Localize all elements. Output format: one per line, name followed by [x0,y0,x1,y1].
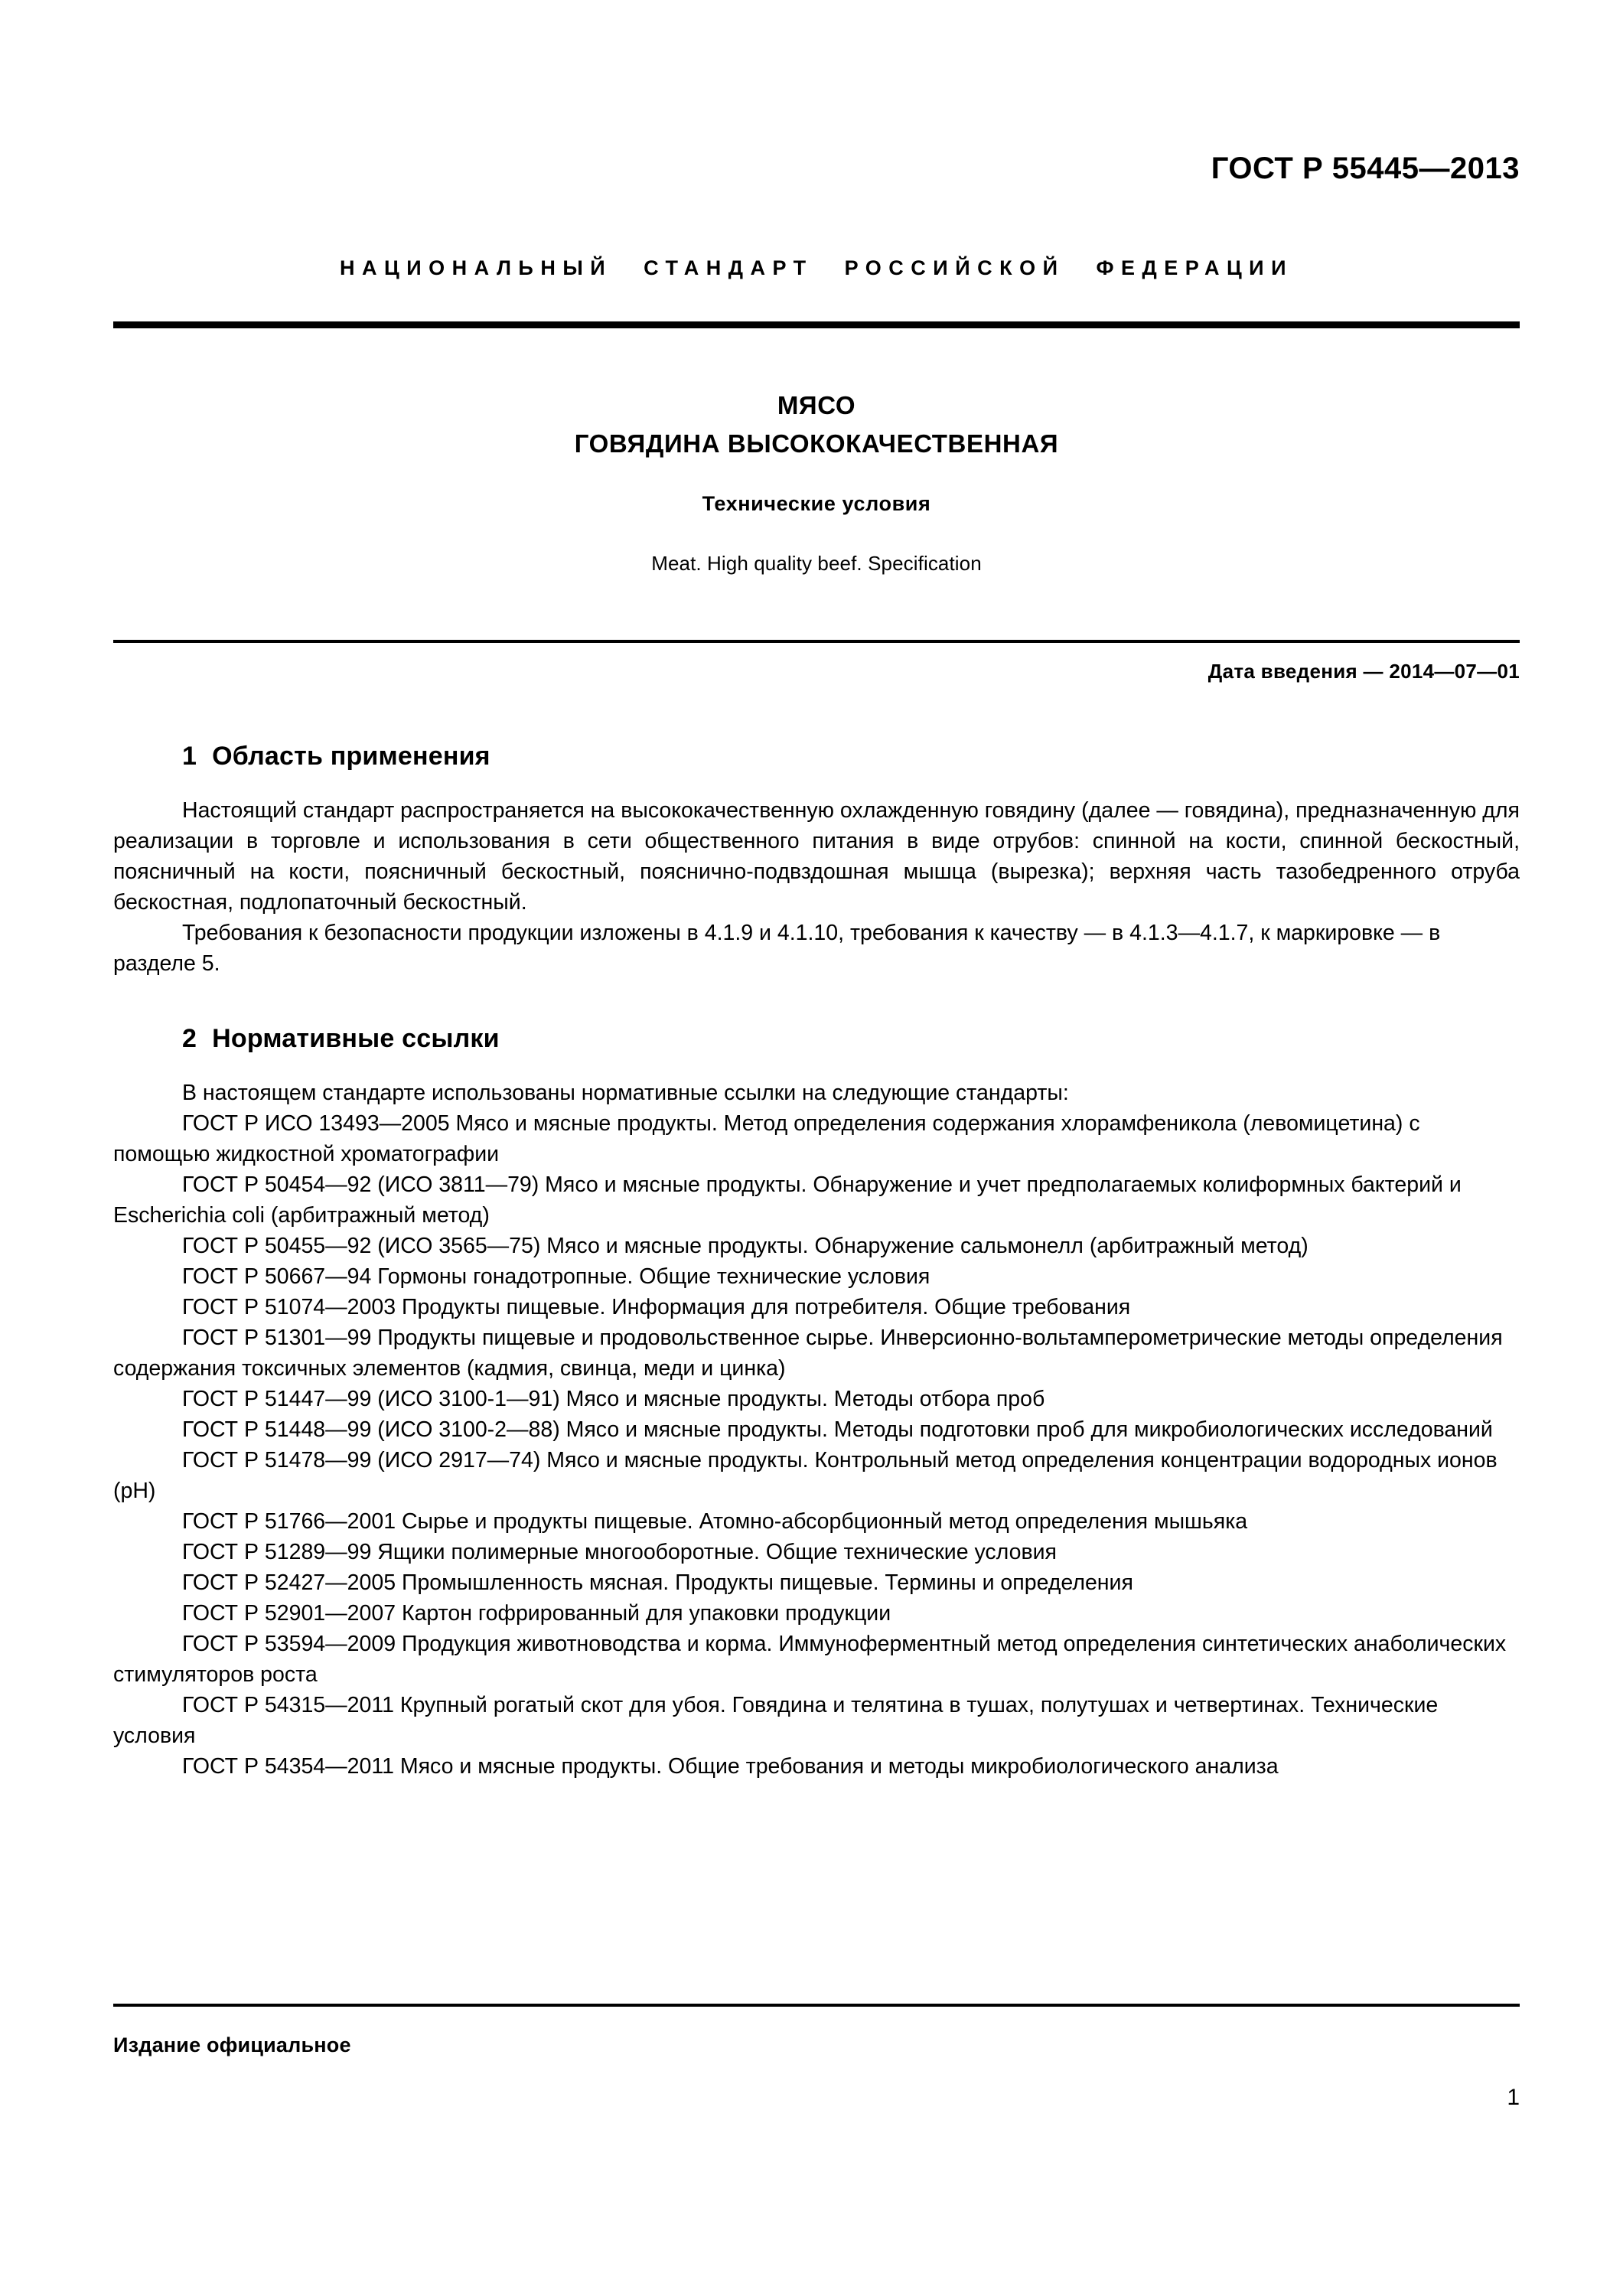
reference-designation: ГОСТ Р 52901—2007 [182,1600,396,1626]
normative-reference-item: ГОСТ Р 51289—99 Ящики полимерные многооборотные. Общие технические условия [182,1539,1057,1564]
reference-designation: ГОСТ Р 51447—99 [182,1386,372,1411]
reference-designation: ГОСТ Р 50667—94 [182,1264,372,1289]
footer-rule [113,2004,1520,2007]
title-subtitle: Технические условия [702,492,931,516]
reference-designation: ГОСТ Р 51289—99 [182,1539,372,1564]
introduction-date: Дата введения — 2014—07—01 [1207,660,1520,683]
normative-reference-item: ГОСТ Р 51766—2001 Сырье и продукты пищевые. Атомно-абсорбционный метод определения мышьяка [182,1508,1248,1534]
scope-paragraph-1: Настоящий стандарт распространяется на высококачественную охлажденную говядину (далее — говядина), предназначенную для реализации в торговле и использования в сети общественного питания в виде отрубов: спинной на кости, спинной бескостный, поясничный на кости, поясничный бескостный, пояснично-подвздошная мышца (вырезка); верхняя часть тазобедренного отруба бескостная, подлопаточный бескостный. [113,797,1520,915]
reference-designation: ГОСТ Р 51766—2001 [182,1508,396,1534]
normative-reference-item: ГОСТ Р 52427—2005 Промышленность мясная. Продукты пищевые. Термины и определения [182,1570,1133,1595]
reference-designation: ГОСТ Р 50455—92 [182,1233,372,1258]
title-main [113,386,1520,463]
normative-reference-item: ГОСТ Р 50667—94 Гормоны гонадотропные. Общие технические условия [182,1264,930,1289]
normative-reference-item: ГОСТ Р 52901—2007 Картон гофрированный для упаковки продукции [182,1600,891,1626]
standard-number-header: ГОСТ Р 55445—2013 [1211,152,1520,185]
reference-designation: ГОСТ Р 54354—2011 [182,1753,394,1779]
reference-designation: ГОСТ Р ИСО 13493—2005 [182,1110,450,1136]
section-title: Область применения [212,742,490,771]
reference-designation: ГОСТ Р 51074—2003 [182,1294,396,1319]
normative-reference-item: ГОСТ Р 54315—2011 Крупный рогатый скот для убоя. Говядина и телятина в тушах, полутушах и четвертинах. Технические условия [113,1692,1439,1748]
reference-designation: ГОСТ Р 54315—2011 [182,1692,394,1717]
reference-designation: ГОСТ Р 52427—2005 [182,1570,396,1595]
normative-reference-item: ГОСТ Р 51301—99 Продукты пищевые и продовольственное сырье. Инверсионно-вольтамперометрические методы определения содержания токсичных элементов (кадмия, свинца, меди и цинка) [113,1325,1503,1381]
normative-reference-item: ГОСТ Р 51447—99 (ИСО 3100-1—91) Мясо и мясные продукты. Методы отбора проб [182,1386,1045,1411]
header-rule-middle [113,640,1520,643]
title-line-1: МЯСО [777,391,856,419]
normative-reference-list [113,1108,1520,1782]
reference-designation: ГОСТ Р 53594—2009 [182,1631,396,1656]
scope-paragraph-2: Требования к безопасности продукции изложены в 4.1.9 и 4.1.10, требования к качеству — в 4.1.3—4.1.7, к маркировке — в разделе 5. [113,920,1441,976]
page-number: 1 [1507,2085,1520,2110]
title-line-2: ГОВЯДИНА ВЫСОКОКАЧЕСТВЕННАЯ [574,429,1059,458]
reference-designation: ГОСТ Р 51448—99 [182,1417,372,1442]
section-number: 1 [182,742,197,771]
title-block [113,386,1520,576]
section-title: Нормативные ссылки [212,1023,500,1053]
normative-reference-item: ГОСТ Р 51478—99 (ИСО 2917—74) Мясо и мясные продукты. Контрольный метод определения концентрации водородных ионов (pH) [113,1447,1498,1503]
normative-reference-item: ГОСТ Р 54354—2011 Мясо и мясные продукты. Общие требования и методы микробиологического анализа [182,1753,1279,1779]
edition-note: Издание официальное [113,2033,351,2056]
header-rule-top [113,321,1520,328]
section-number: 2 [182,1023,197,1053]
section-scope [113,741,1520,979]
section-normative-references [113,1023,1520,1782]
document-body [113,741,1520,1782]
national-standard-band: НАЦИОНАЛЬНЫЙ СТАНДАРТ РОССИЙСКОЙ ФЕДЕРАЦИИ [340,256,1293,279]
reference-designation: ГОСТ Р 51478—99 [182,1447,372,1473]
title-english: Meat. High quality beef. Specification [651,552,982,576]
normative-reference-item: ГОСТ Р 51448—99 (ИСО 3100-2—88) Мясо и мясные продукты. Методы подготовки проб для микробиологических исследований [182,1417,1493,1442]
reference-designation: ГОСТ Р 51301—99 [182,1325,372,1350]
normative-reference-item: ГОСТ Р 50455—92 (ИСО 3565—75) Мясо и мясные продукты. Обнаружение сальмонелл (арбитражный метод) [182,1233,1309,1258]
normative-reference-item: ГОСТ Р 50454—92 (ИСО 3811—79) Мясо и мясные продукты. Обнаружение и учет предполагаемых колиформных бактерий и Escherichia coli (арбитражный метод) [113,1172,1462,1228]
normative-reference-item: ГОСТ Р 51074—2003 Продукты пищевые. Информация для потребителя. Общие требования [182,1294,1131,1319]
reference-designation: ГОСТ Р 50454—92 [182,1172,372,1197]
section-heading-scope [113,741,1520,772]
normative-reference-item: ГОСТ Р ИСО 13493—2005 Мясо и мясные продукты. Метод определения содержания хлорамфеникола (левомицетина) с помощью жидкостной хроматографии [113,1110,1420,1166]
references-intro: В настоящем стандарте использованы нормативные ссылки на следующие стандарты: [182,1080,1069,1105]
section-heading-references [113,1023,1520,1055]
normative-reference-item: ГОСТ Р 53594—2009 Продукция животноводства и корма. Иммуноферментный метод определения синтетических анаболических стимуляторов роста [113,1631,1507,1687]
